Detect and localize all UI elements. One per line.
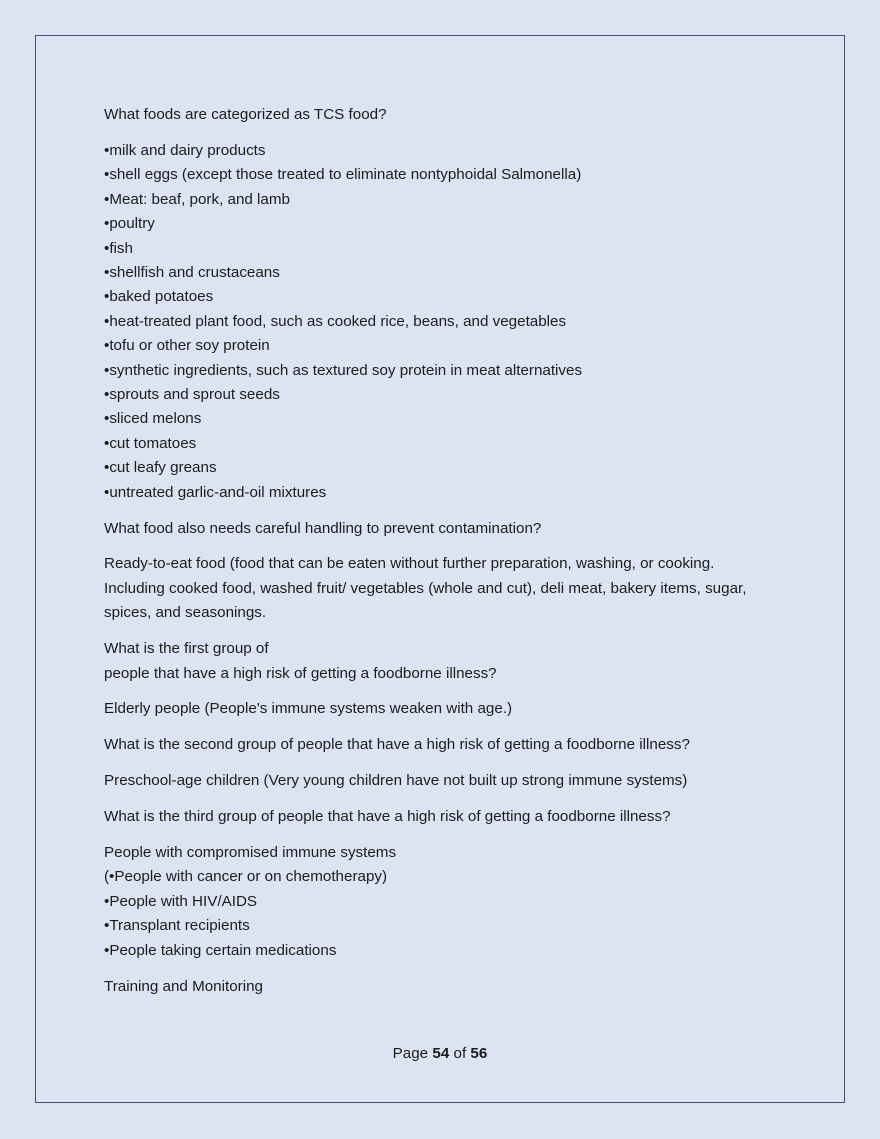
list-item: •shell eggs (except those treated to eliminate nontyphoidal Salmonella) xyxy=(104,166,582,184)
list-item: •poultry xyxy=(104,215,155,233)
total-pages: 56 xyxy=(470,1045,488,1062)
list-item: •heat-treated plant food, such as cooked rice, beans, and vegetables xyxy=(104,312,567,330)
section-heading-training: Training and Monitoring xyxy=(104,977,263,995)
list-item: •untreated garlic-and-oil mixtures xyxy=(104,483,327,501)
list-item: •People taking certain medications xyxy=(104,941,337,959)
question-first-group xyxy=(104,637,804,686)
question-third-group: What is the third group of people that have a high risk of getting a foodborne illness? xyxy=(104,808,671,826)
answer-second-group: Preschool-age children (Very young children have not built up strong immune systems) xyxy=(104,772,688,790)
list-item: •milk and dairy products xyxy=(104,141,266,159)
text-line: spices, and seasonings. xyxy=(104,604,267,622)
text-line: people that have a high risk of getting a foodborne illness? xyxy=(104,664,497,682)
text-line: Ready-to-eat food (food that can be eaten without further preparation, washing, or cooking. xyxy=(104,555,715,573)
list-item: •Meat: beaf, pork, and lamb xyxy=(104,190,290,208)
document-body xyxy=(104,103,804,1011)
list-item: •cut leafy greans xyxy=(104,459,217,477)
text-line: Including cooked food, washed fruit/ vegetables (whole and cut), deli meat, bakery items, sugar, xyxy=(104,579,747,597)
question-careful-handling: What food also needs careful handling to prevent contamination? xyxy=(104,519,542,537)
current-page: 54 xyxy=(432,1045,450,1062)
question-tcs-foods: What foods are categorized as TCS food? xyxy=(104,106,387,123)
list-item: (•People with cancer or on chemotherapy) xyxy=(104,868,388,886)
list-item: •sliced melons xyxy=(104,410,202,428)
list-item: •synthetic ingredients, such as textured soy protein in meat alternatives xyxy=(104,361,583,379)
text-line: What is the first group of xyxy=(104,640,269,658)
answer-first-group: Elderly people (People's immune systems weaken with age.) xyxy=(104,700,513,718)
page-label: Page xyxy=(392,1045,429,1062)
list-item: •People with HIV/AIDS xyxy=(104,892,258,910)
list-item: •cut tomatoes xyxy=(104,434,197,452)
answer-ready-to-eat xyxy=(104,552,804,625)
page-number xyxy=(0,1045,880,1062)
of-label: of xyxy=(453,1045,467,1062)
text-line: People with compromised immune systems xyxy=(104,844,397,862)
list-item: •sprouts and sprout seeds xyxy=(104,385,280,403)
list-item: •fish xyxy=(104,239,133,257)
tcs-food-list xyxy=(104,139,804,505)
list-item: •baked potatoes xyxy=(104,288,214,306)
question-second-group: What is the second group of people that have a high risk of getting a foodborne illness? xyxy=(104,736,690,754)
list-item: •tofu or other soy protein xyxy=(104,337,270,355)
list-item: •Transplant recipients xyxy=(104,917,250,935)
answer-third-group xyxy=(104,841,804,963)
list-item: •shellfish and crustaceans xyxy=(104,263,280,281)
